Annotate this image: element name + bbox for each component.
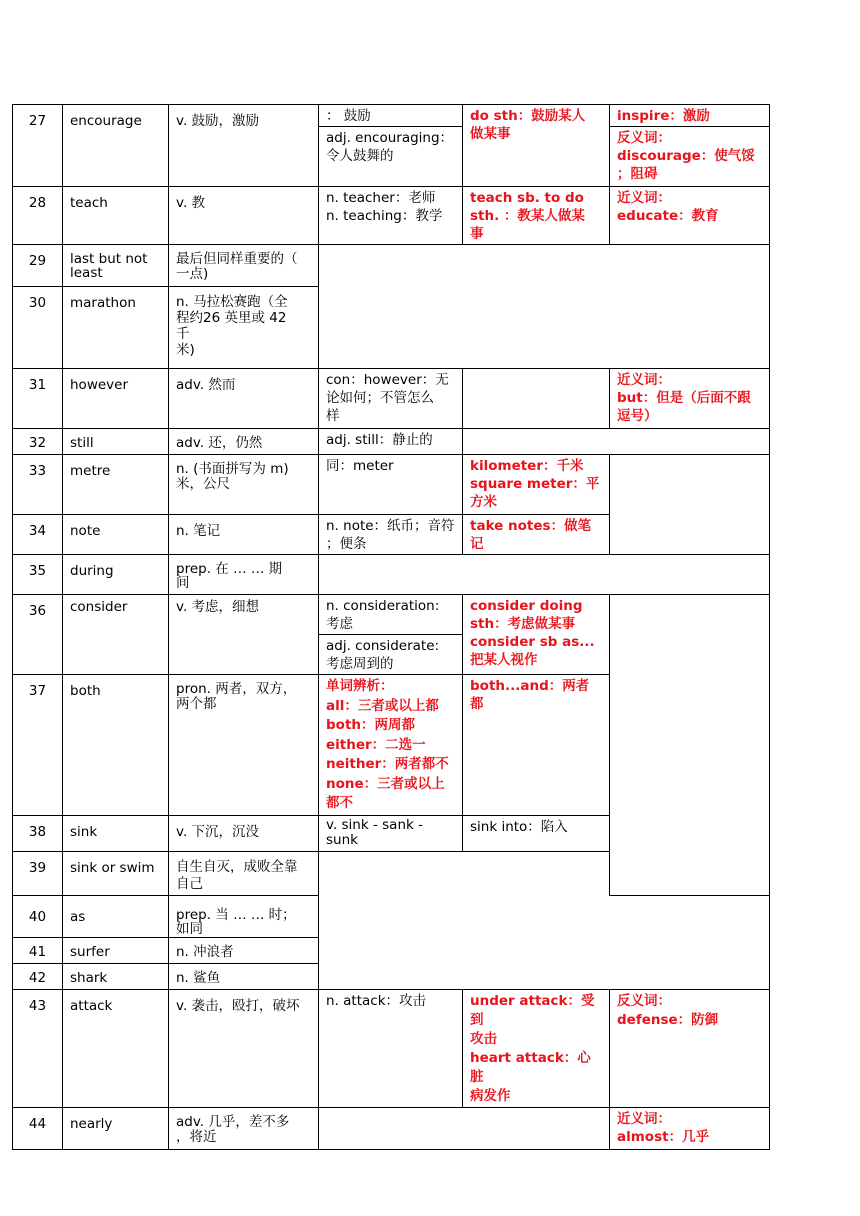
derivative-cell: n. teacher：老师 n. teaching：教学 — [319, 187, 463, 245]
derivative-cell: adj. still：静止的 — [319, 429, 463, 455]
word-cell: still — [63, 429, 169, 455]
derivative-cell: ： 鼓励 — [319, 105, 463, 127]
meaning-cell: n. (书面拼写为 m) 米，公尺 — [169, 455, 319, 515]
word-cell: both — [63, 675, 169, 816]
table-row — [13, 245, 770, 287]
derivative-cell: v. sink - sank - sunk — [319, 815, 463, 851]
meaning-cell: pron. 两者，双方， 两个都 — [169, 675, 319, 816]
empty-cell — [610, 455, 770, 555]
distinction-cell: 单词辨析： all：三者或以上都 both：两周都 either：二选一 neither：两者都不 none：三者或以上 都不 — [319, 675, 463, 816]
antonym-cell: 反义词： discourage：使气馁 ；阻碍 — [610, 127, 770, 187]
table-row — [13, 429, 770, 455]
word-cell: however — [63, 369, 169, 429]
word-cell: during — [63, 555, 169, 595]
row-number: 33 — [13, 455, 63, 515]
phrase-cell: under attack：受到 攻击 heart attack：心脏 病发作 — [463, 989, 610, 1107]
word-cell: last but not least — [63, 245, 169, 287]
word-cell: attack — [63, 989, 169, 1107]
table-row — [13, 989, 770, 1107]
row-number: 43 — [13, 989, 63, 1107]
derivative-cell: con：however：无 论如何；不管怎么 样 — [319, 369, 463, 429]
meaning-cell: prep. 当 … … 时； 如同 — [169, 895, 319, 937]
derivative-cell: 同：meter — [319, 455, 463, 515]
row-number: 28 — [13, 187, 63, 245]
meaning-cell: 自生自灭，成败全靠 自己 — [169, 851, 319, 895]
meaning-cell: v. 鼓励，激励 — [169, 105, 319, 187]
meaning-cell: v. 下沉，沉没 — [169, 815, 319, 851]
synonym-cell: 近义词： educate：教育 — [610, 187, 770, 245]
table-row — [13, 369, 770, 429]
derivative-cell: adj. considerate: 考虑周到的 — [319, 635, 463, 675]
derivative-cell: n. attack：攻击 — [319, 989, 463, 1107]
row-number: 40 — [13, 895, 63, 937]
derivative-cell: n. consideration: 考虑 — [319, 595, 463, 635]
empty-cell — [319, 245, 770, 369]
table-row — [13, 595, 770, 635]
word-cell: note — [63, 515, 169, 555]
table-row — [13, 851, 770, 895]
phrase-cell: take notes：做笔记 — [463, 515, 610, 555]
table-row — [13, 1107, 770, 1149]
row-number: 31 — [13, 369, 63, 429]
table-row — [13, 455, 770, 515]
empty-cell — [610, 595, 770, 896]
word-cell: nearly — [63, 1107, 169, 1149]
row-number: 35 — [13, 555, 63, 595]
word-cell: sink or swim — [63, 851, 169, 895]
meaning-cell: adv. 还，仍然 — [169, 429, 319, 455]
word-cell: shark — [63, 963, 169, 989]
word-cell: consider — [63, 595, 169, 675]
word-cell: encourage — [63, 105, 169, 187]
phrase-cell: kilometer：千米 square meter：平 方米 — [463, 455, 610, 515]
row-number: 34 — [13, 515, 63, 555]
meaning-cell: adv. 然而 — [169, 369, 319, 429]
meaning-cell: n. 马拉松赛跑（全 程约26 英里或 42 千 米) — [169, 287, 319, 369]
synonym-cell: inspire：激励 — [610, 105, 770, 127]
row-number: 42 — [13, 963, 63, 989]
empty-cell — [319, 555, 770, 595]
empty-cell — [319, 1107, 610, 1149]
word-cell: teach — [63, 187, 169, 245]
phrase-cell: do sth：鼓励某人 做某事 — [463, 105, 610, 187]
word-cell: marathon — [63, 287, 169, 369]
derivative-cell: n. note：纸币；音符 ；便条 — [319, 515, 463, 555]
row-number: 39 — [13, 851, 63, 895]
meaning-cell: prep. 在 … … 期 间 — [169, 555, 319, 595]
meaning-cell: v. 袭击，殴打，破坏 — [169, 989, 319, 1107]
meaning-cell: v. 教 — [169, 187, 319, 245]
synonym-cell: 近义词： almost：几乎 — [610, 1107, 770, 1149]
row-number: 41 — [13, 937, 63, 963]
synonym-cell: 近义词： but：但是（后面不跟 逗号） — [610, 369, 770, 429]
meaning-cell: v. 考虑，细想 — [169, 595, 319, 675]
table-row — [13, 105, 770, 127]
row-number: 29 — [13, 245, 63, 287]
empty-cell — [463, 369, 610, 429]
meaning-cell: n. 鲨鱼 — [169, 963, 319, 989]
meaning-cell: adv. 几乎，差不多 ，将近 — [169, 1107, 319, 1149]
row-number: 38 — [13, 815, 63, 851]
row-number: 44 — [13, 1107, 63, 1149]
table-row — [13, 555, 770, 595]
row-number: 32 — [13, 429, 63, 455]
row-number: 27 — [13, 105, 63, 187]
empty-cell — [463, 429, 770, 455]
antonym-cell: 反义词： defense：防御 — [610, 989, 770, 1107]
row-number: 36 — [13, 595, 63, 675]
derivative-cell: adj. encouraging： 令人鼓舞的 — [319, 127, 463, 187]
word-cell: sink — [63, 815, 169, 851]
phrase-cell: sink into：陷入 — [463, 815, 610, 851]
meaning-cell: n. 冲浪者 — [169, 937, 319, 963]
phrase-cell: both...and：两者都 — [463, 675, 610, 816]
empty-cell — [319, 851, 770, 989]
phrase-cell: consider doing sth：考虑做某事 consider sb as... 把某人视作 — [463, 595, 610, 675]
meaning-cell: 最后但同样重要的（ 一点) — [169, 245, 319, 287]
table-row — [13, 187, 770, 245]
phrase-cell: teach sb. to do sth. ：教某人做某 事 — [463, 187, 610, 245]
row-number: 30 — [13, 287, 63, 369]
word-cell: surfer — [63, 937, 169, 963]
word-cell: metre — [63, 455, 169, 515]
word-cell: as — [63, 895, 169, 937]
row-number: 37 — [13, 675, 63, 816]
meaning-cell: n. 笔记 — [169, 515, 319, 555]
vocabulary-table — [12, 104, 770, 1150]
